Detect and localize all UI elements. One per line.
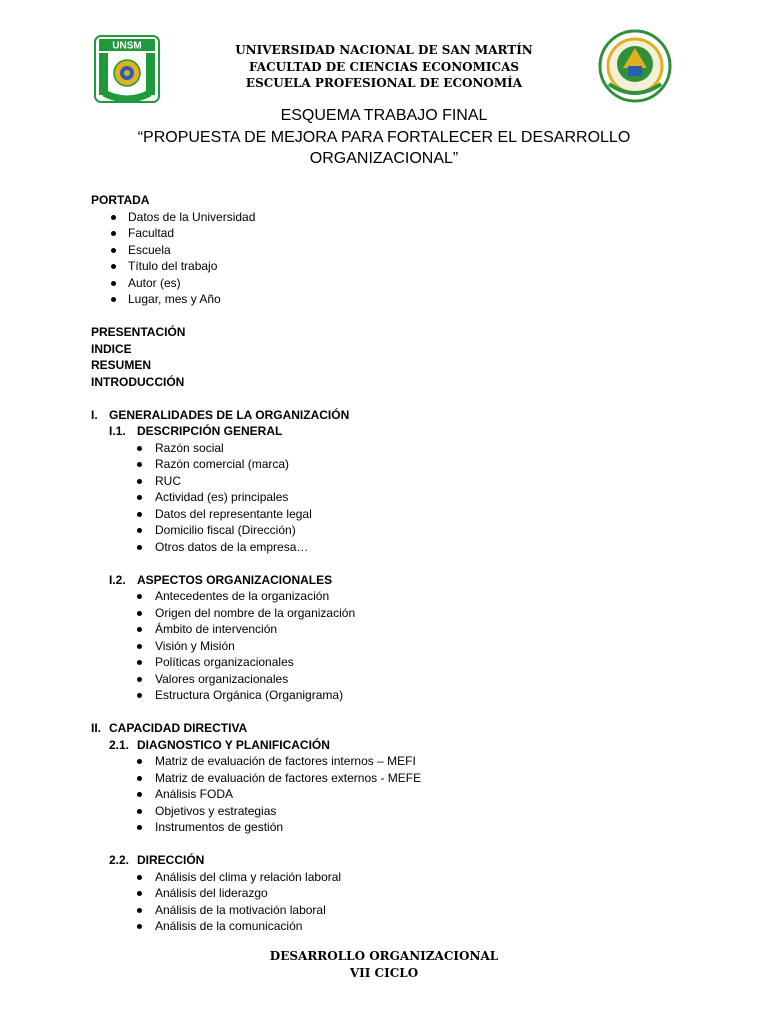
list-item: Instrumentos de gestión bbox=[91, 819, 691, 836]
list-item: Datos de la Universidad bbox=[91, 209, 691, 226]
university-header bbox=[200, 42, 568, 92]
section-1-heading: I. GENERALIDADES DE LA ORGANIZACIÓN bbox=[91, 407, 350, 422]
bullet-icon bbox=[137, 446, 142, 451]
subsection-2-1-heading: 2.1. DIAGNOSTICO Y PLANIFICACIÓN bbox=[109, 737, 330, 752]
bullet-icon bbox=[137, 809, 142, 814]
bullet-icon bbox=[137, 660, 142, 665]
bullet-icon bbox=[111, 248, 116, 253]
list-item: Análisis de la motivación laboral bbox=[91, 902, 691, 919]
bullet-icon bbox=[137, 825, 142, 830]
list-item: Matriz de evaluación de factores externos - MEFE bbox=[91, 770, 691, 787]
university-name: UNIVERSIDAD NACIONAL DE SAN MARTÍN bbox=[235, 43, 533, 57]
list-item: Domicilio fiscal (Dirección) bbox=[91, 522, 691, 539]
bullet-icon bbox=[111, 281, 116, 286]
bullet-icon bbox=[111, 215, 116, 220]
bullet-icon bbox=[137, 677, 142, 682]
bullet-icon bbox=[111, 264, 116, 269]
bullet-icon bbox=[137, 759, 142, 764]
bullet-icon bbox=[137, 528, 142, 533]
bullet-icon bbox=[137, 594, 142, 599]
list-item: Políticas organizacionales bbox=[91, 654, 691, 671]
list-item: Estructura Orgánica (Organigrama) bbox=[91, 687, 691, 704]
list-item: Visión y Misión bbox=[91, 638, 691, 655]
indice-heading: INDICE bbox=[91, 341, 132, 356]
bullet-icon bbox=[137, 792, 142, 797]
resumen-heading: RESUMEN bbox=[91, 358, 152, 372]
bullet-icon bbox=[137, 545, 142, 550]
unsm-logo bbox=[94, 35, 160, 103]
list-item: Origen del nombre de la organización bbox=[91, 605, 691, 622]
bullet-icon bbox=[111, 231, 116, 236]
list-item: Matriz de evaluación de factores internos – MEFI bbox=[91, 753, 691, 770]
bullet-icon bbox=[137, 924, 142, 929]
list-item: Lugar, mes y Año bbox=[91, 291, 691, 308]
list-item: Facultad bbox=[91, 225, 691, 242]
title-line-3: ORGANIZACIONAL” bbox=[309, 150, 459, 167]
bullet-icon bbox=[137, 776, 142, 781]
list-item: Análisis del clima y relación laboral bbox=[91, 869, 691, 886]
subsection-1-2-heading: I.2. ASPECTOS ORGANIZACIONALES bbox=[109, 572, 333, 587]
list-item: Análisis del liderazgo bbox=[91, 885, 691, 902]
bullet-icon bbox=[137, 908, 142, 913]
bullet-icon bbox=[137, 512, 142, 517]
bullet-icon bbox=[137, 644, 142, 649]
bullet-icon bbox=[137, 693, 142, 698]
list-item: Razón social bbox=[91, 440, 691, 457]
title-line-1: ESQUEMA TRABAJO FINAL bbox=[280, 107, 488, 124]
list-item: Actividad (es) principales bbox=[91, 489, 691, 506]
document-title bbox=[100, 105, 668, 170]
list-item: Datos del representante legal bbox=[91, 506, 691, 523]
list-item: Escuela bbox=[91, 242, 691, 259]
footer-cycle: VII CICLO bbox=[349, 966, 419, 980]
page-footer bbox=[200, 948, 568, 982]
faculty-logo bbox=[595, 28, 675, 106]
unsm-logo-letters: UNSM bbox=[112, 40, 142, 52]
faculty-name: FACULTAD DE CIENCIAS ECONOMICAS bbox=[248, 59, 520, 74]
school-name: ESCUELA PROFESIONAL DE ECONOMÍA bbox=[245, 76, 523, 90]
list-item: Valores organizacionales bbox=[91, 671, 691, 688]
list-item: Otros datos de la empresa… bbox=[91, 539, 691, 556]
footer-course: DESARROLLO ORGANIZACIONAL bbox=[269, 949, 499, 963]
list-item: Razón comercial (marca) bbox=[91, 456, 691, 473]
list-item: Antecedentes de la organización bbox=[91, 588, 691, 605]
bullet-icon bbox=[137, 495, 142, 500]
bullet-icon bbox=[111, 297, 116, 302]
bullet-icon bbox=[137, 479, 142, 484]
list-item: Autor (es) bbox=[91, 275, 691, 292]
list-item: Análisis de la comunicación bbox=[91, 918, 691, 935]
outline-body bbox=[91, 192, 691, 935]
bullet-icon bbox=[137, 462, 142, 467]
introduccion-heading: INTRODUCCIÓN bbox=[91, 374, 185, 389]
list-item: Análisis FODA bbox=[91, 786, 691, 803]
list-item: Título del trabajo bbox=[91, 258, 691, 275]
bullet-icon bbox=[137, 611, 142, 616]
subsection-2-2-heading: 2.2. DIRECCIÓN bbox=[109, 853, 205, 867]
bullet-icon bbox=[137, 875, 142, 880]
list-item: Objetivos y estrategias bbox=[91, 803, 691, 820]
title-line-2: “PROPUESTA DE MEJORA PARA FORTALECER EL DESARROLLO bbox=[137, 128, 631, 146]
list-item: RUC bbox=[91, 473, 691, 490]
presentacion-heading: PRESENTACIÓN bbox=[91, 325, 186, 339]
bullet-icon bbox=[137, 627, 142, 632]
section-2-heading: II. CAPACIDAD DIRECTIVA bbox=[91, 721, 248, 735]
list-item: Ámbito de intervención bbox=[91, 621, 691, 638]
portada-heading: PORTADA bbox=[91, 193, 150, 207]
subsection-1-1-heading: I.1. DESCRIPCIÓN GENERAL bbox=[109, 424, 283, 438]
bullet-icon bbox=[137, 891, 142, 896]
